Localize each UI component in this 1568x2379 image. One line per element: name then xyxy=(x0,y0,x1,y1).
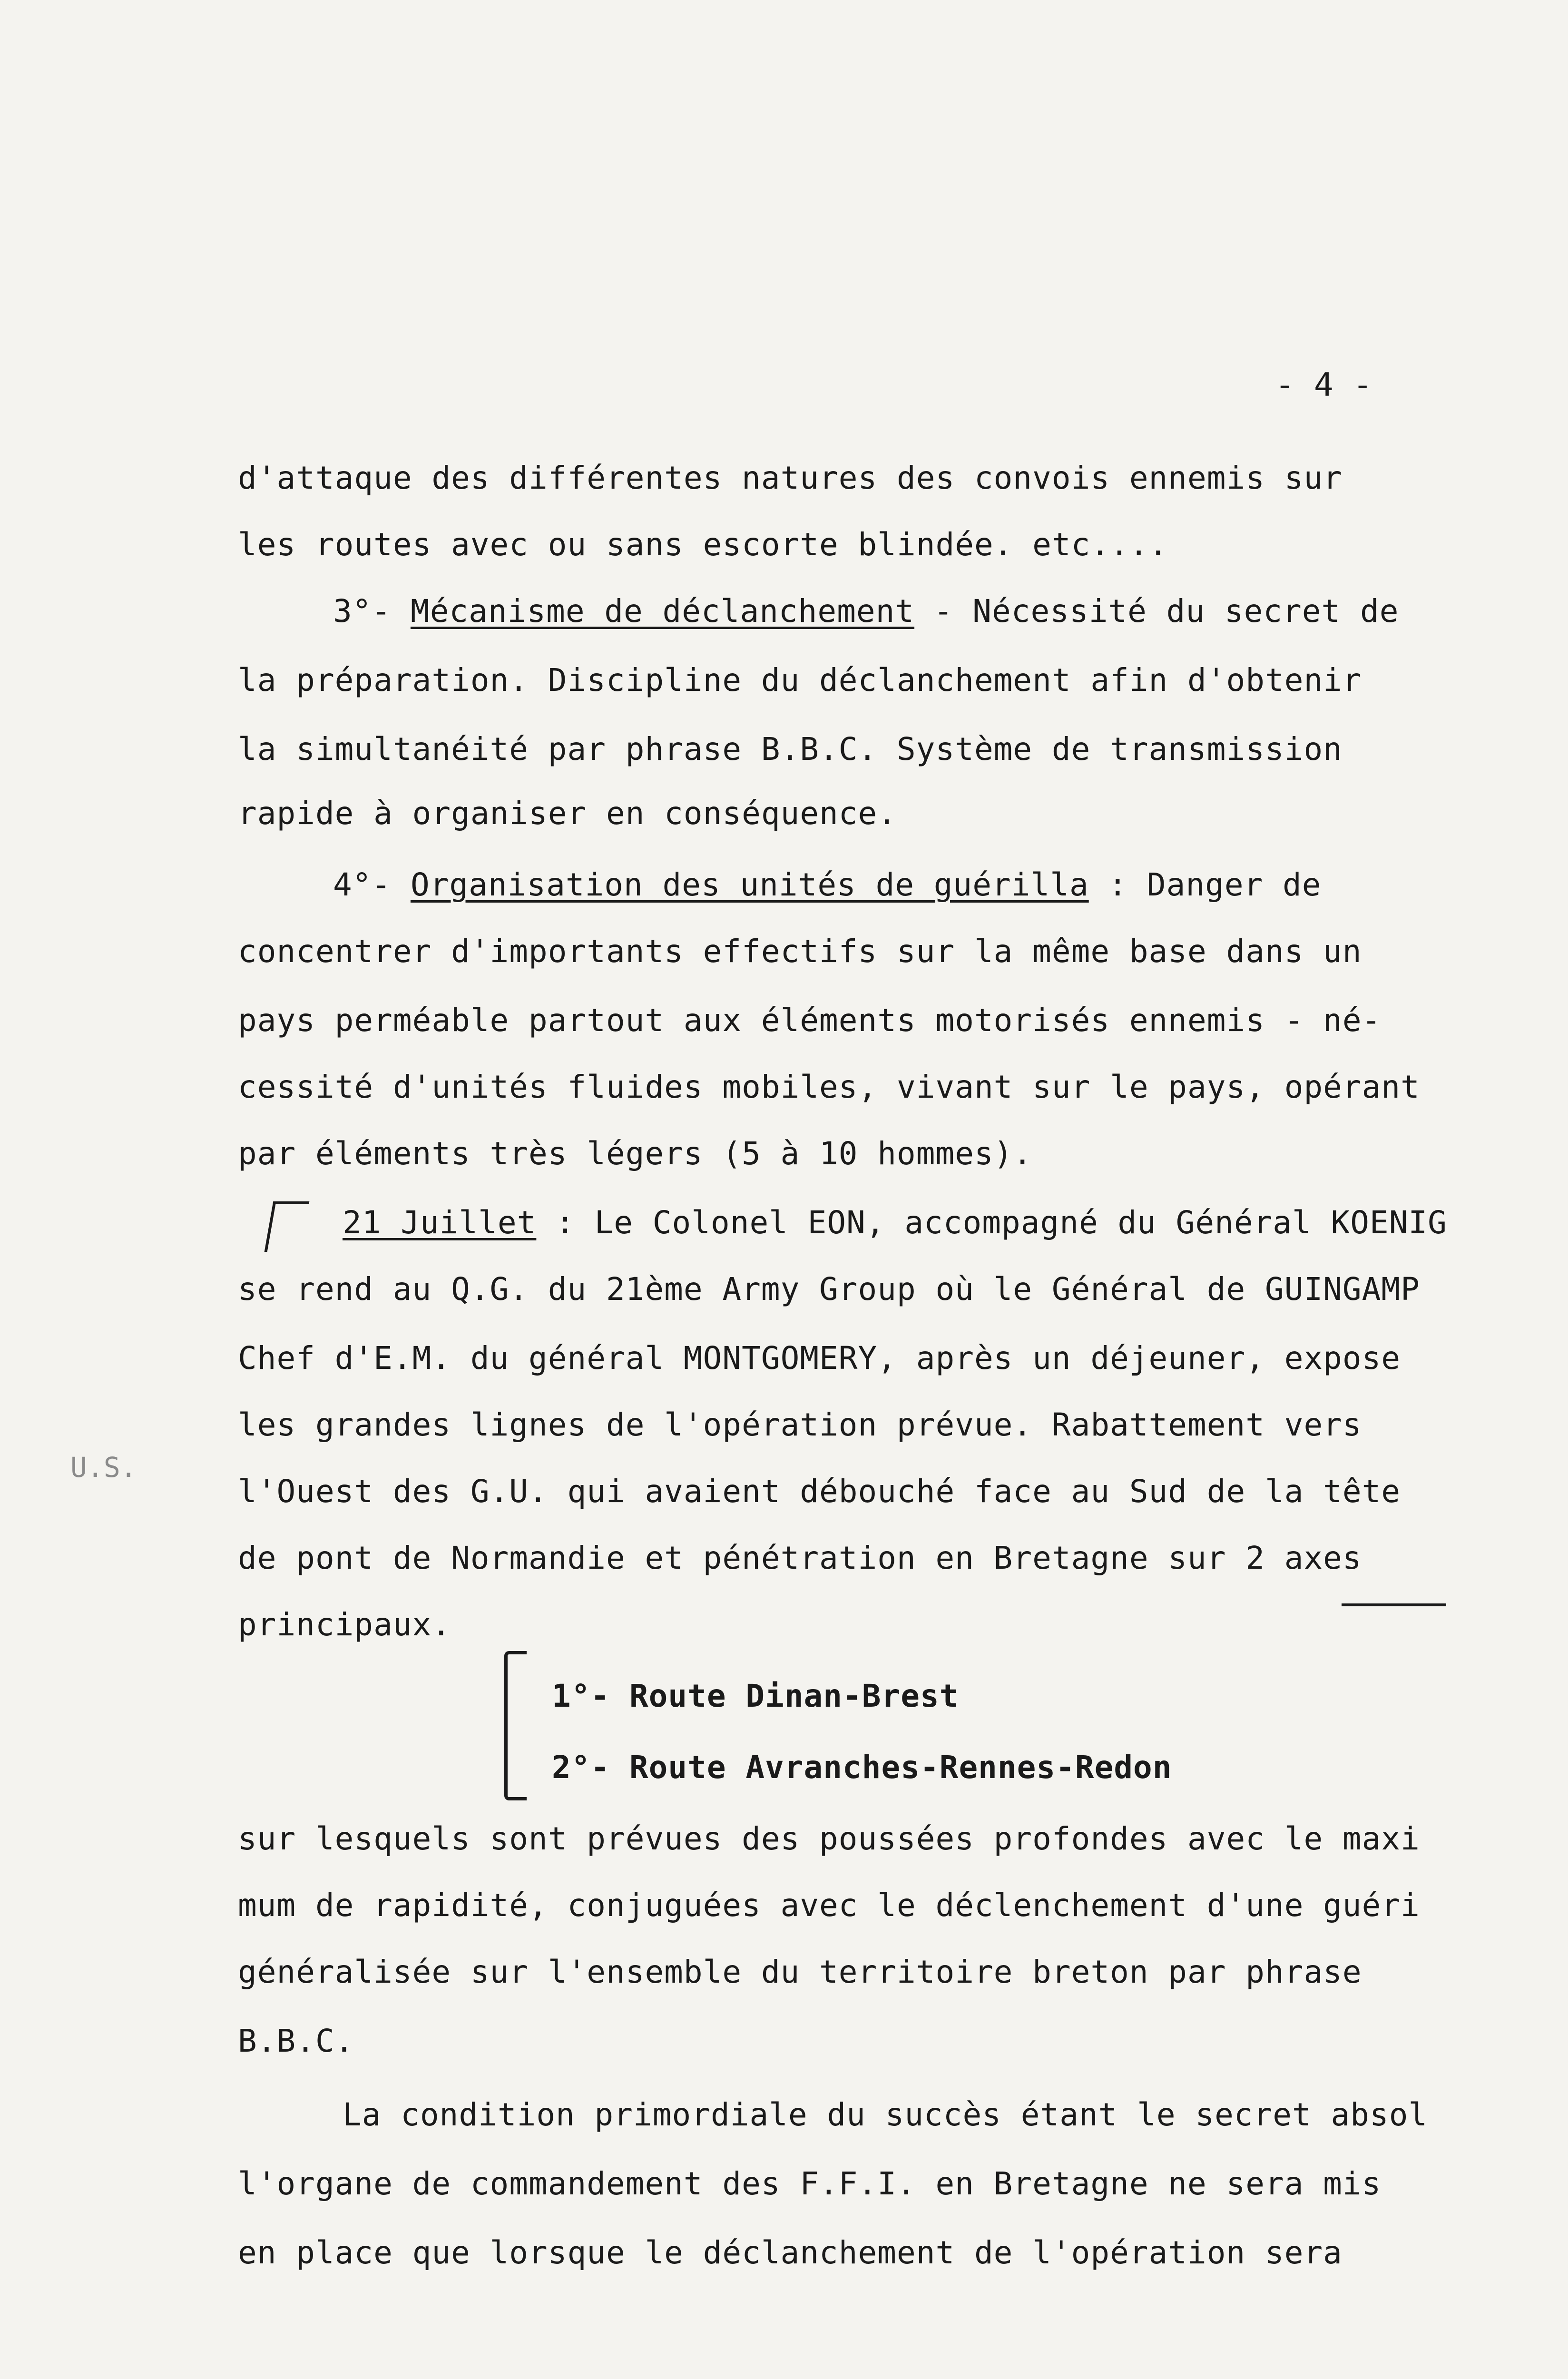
section-4-heading: Organisation des unités de guérilla xyxy=(410,866,1089,903)
axes-bracket xyxy=(504,1651,527,1800)
section-4-rest: : Danger de xyxy=(1088,866,1322,903)
text-line-16: l'Ouest des G.U. qui avaient débouché face au Sud de la tête xyxy=(238,1473,1401,1510)
date-line-rest: : Le Colonel EON, accompagné du Général KOENIG xyxy=(536,1204,1447,1241)
text-line-26: l'organe de commandement des F.F.I. en Bretagne ne sera mis xyxy=(238,2165,1382,2202)
text-line-23: généralisée sur l'ensemble du territoire breton par phrase xyxy=(238,1954,1362,1990)
text-line-21: sur lesquels sont prévues des poussées profondes avec le maxi xyxy=(238,1820,1420,1857)
section-3-heading: Mécanisme de déclanchement xyxy=(410,593,915,629)
handwritten-underline xyxy=(1342,1603,1446,1606)
text-line-7 xyxy=(333,864,1322,906)
axis-item-1: 1°- Route Dinan-Brest xyxy=(552,1678,959,1714)
text-line-10: cessité d'unités fluides mobiles, vivant sur le pays, opérant xyxy=(238,1069,1420,1105)
text-line-24: B.B.C. xyxy=(238,2023,354,2059)
text-line-17: de pont de Normandie et pénétration en Bretagne sur 2 axes xyxy=(238,1540,1362,1576)
section-3-number: 3°- xyxy=(333,593,411,629)
text-line-11: par éléments très légers (5 à 10 hommes). xyxy=(238,1135,1033,1172)
text-line-27: en place que lorsque le déclanchement de l'opération sera xyxy=(238,2234,1343,2271)
margin-note: U.S. xyxy=(70,1451,137,1484)
text-line-14: Chef d'E.M. du général MONTGOMERY, après un déjeuner, expose xyxy=(238,1340,1401,1376)
text-line-22: mum de rapidité, conjuguées avec le déclenchement d'une guéri xyxy=(238,1887,1420,1924)
text-line-4: la préparation. Discipline du déclanchement afin d'obtenir xyxy=(238,662,1362,698)
page-number: - 4 - xyxy=(1275,366,1372,404)
axis-item-2: 2°- Route Avranches-Rennes-Redon xyxy=(552,1749,1172,1786)
text-line-5: la simultanéité par phrase B.B.C. Système de transmission xyxy=(238,731,1343,767)
text-line-2: les routes avec ou sans escorte blindée. etc.... xyxy=(238,526,1168,563)
text-line-6: rapide à organiser en conséquence. xyxy=(238,795,897,832)
text-line-13: se rend au Q.G. du 21ème Army Group où le Général de GUINGAMP xyxy=(238,1271,1420,1307)
text-line-25: La condition primordiale du succès étant le secret absol xyxy=(343,2096,1428,2133)
text-line-18: principaux. xyxy=(238,1606,451,1643)
text-line-15: les grandes lignes de l'opération prévue. Rabattement vers xyxy=(238,1406,1362,1443)
text-line-12 xyxy=(343,1201,1447,1244)
section-3-rest: - Nécessité du secret de xyxy=(914,593,1399,629)
text-line-1: d'attaque des différentes natures des convois ennemis sur xyxy=(238,460,1343,496)
text-line-9: pays perméable partout aux éléments motorisés ennemis - né- xyxy=(238,1002,1382,1039)
date-heading: 21 Juillet xyxy=(343,1204,537,1241)
section-4-number: 4°- xyxy=(333,866,411,903)
text-line-8: concentrer d'importants effectifs sur la même base dans un xyxy=(238,933,1362,970)
text-line-3 xyxy=(333,590,1399,633)
margin-bracket-mark xyxy=(265,1201,310,1252)
